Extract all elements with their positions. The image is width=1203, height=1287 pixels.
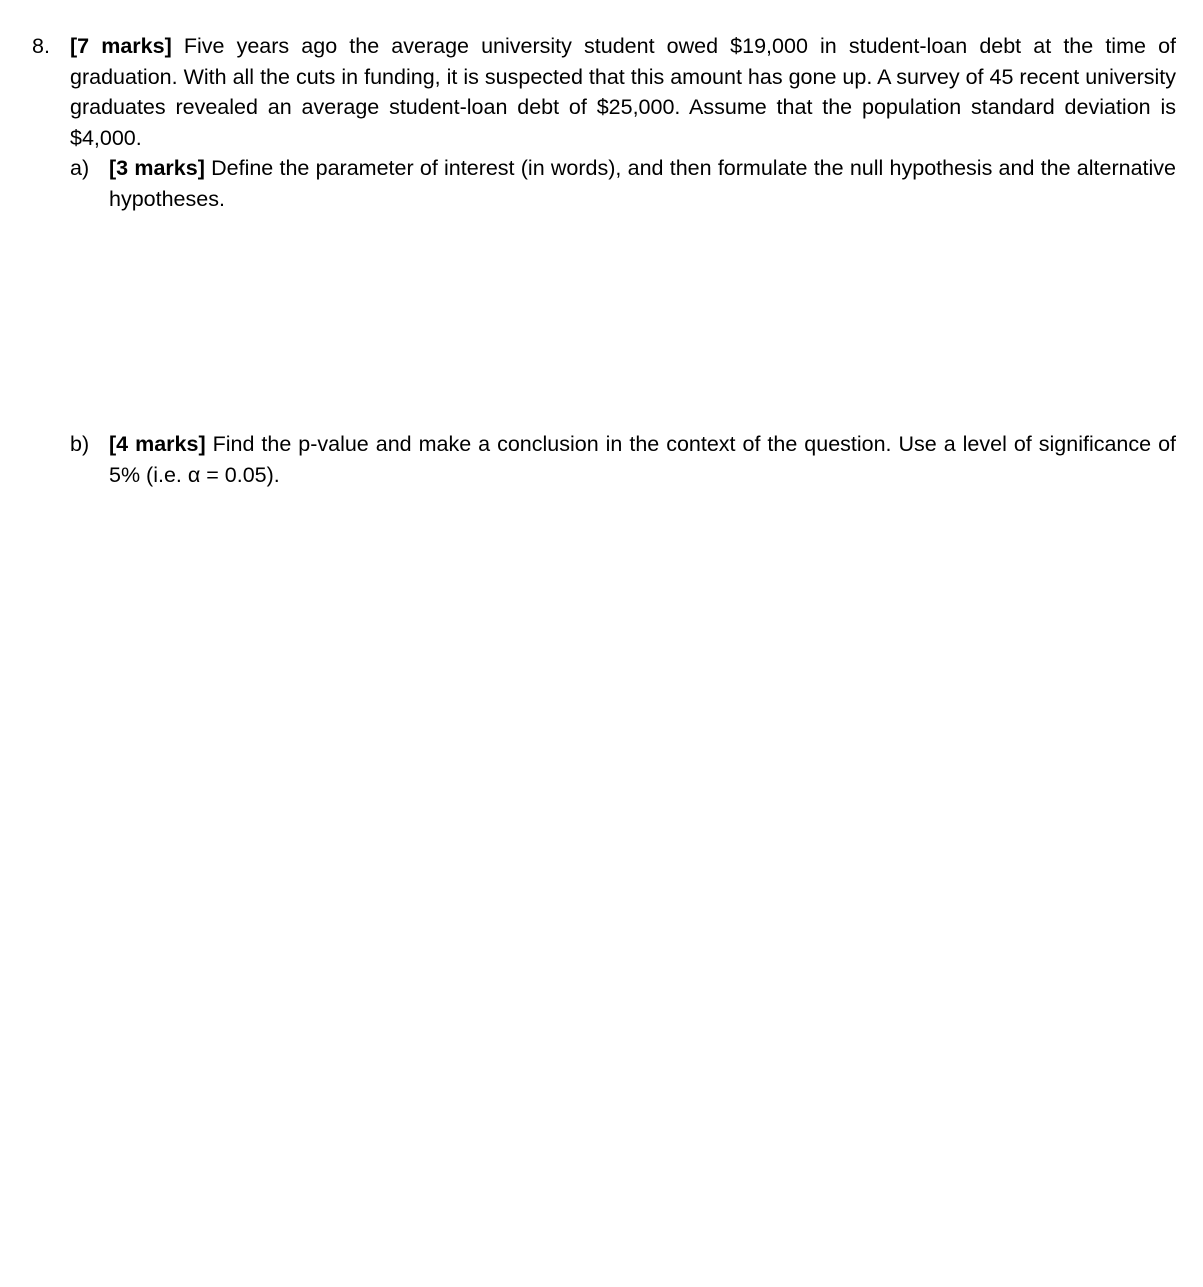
question-8 — [32, 31, 1176, 490]
part-a-text — [109, 153, 1176, 214]
part-b-body-text: Find the p-value and make a conclusion in the context of the question. Use a level of significance of 5% (i.e. α = 0.05). — [109, 432, 1176, 487]
question-parts — [70, 153, 1176, 490]
part-b-marks: [4 marks] — [109, 432, 206, 456]
part-a-label: a) — [70, 156, 90, 180]
part-a-marks: [3 marks] — [109, 156, 205, 180]
part-a-answer-space — [70, 214, 1176, 429]
question-text — [70, 31, 1176, 153]
part-b-text — [109, 429, 1176, 490]
question-stem — [32, 31, 1176, 153]
part-a-body-text: Define the parameter of interest (in words), and then formulate the null hypothesis and the alternative hypotheses. — [109, 156, 1176, 211]
question-number: 8. — [32, 34, 50, 58]
question-body-text: Five years ago the average university student owed $19,000 in student-loan debt at the time of graduation. With all the cuts in funding, it is suspected that this amount has gone up. A survey of 45 recent university graduates revealed an average student-loan debt of $25,000. Assume that the population standard deviation is $4,000. — [70, 34, 1176, 150]
part-b-label: b) — [70, 432, 90, 456]
part-b — [70, 429, 1176, 490]
question-marks: [7 marks] — [70, 34, 172, 58]
part-a — [70, 153, 1176, 214]
